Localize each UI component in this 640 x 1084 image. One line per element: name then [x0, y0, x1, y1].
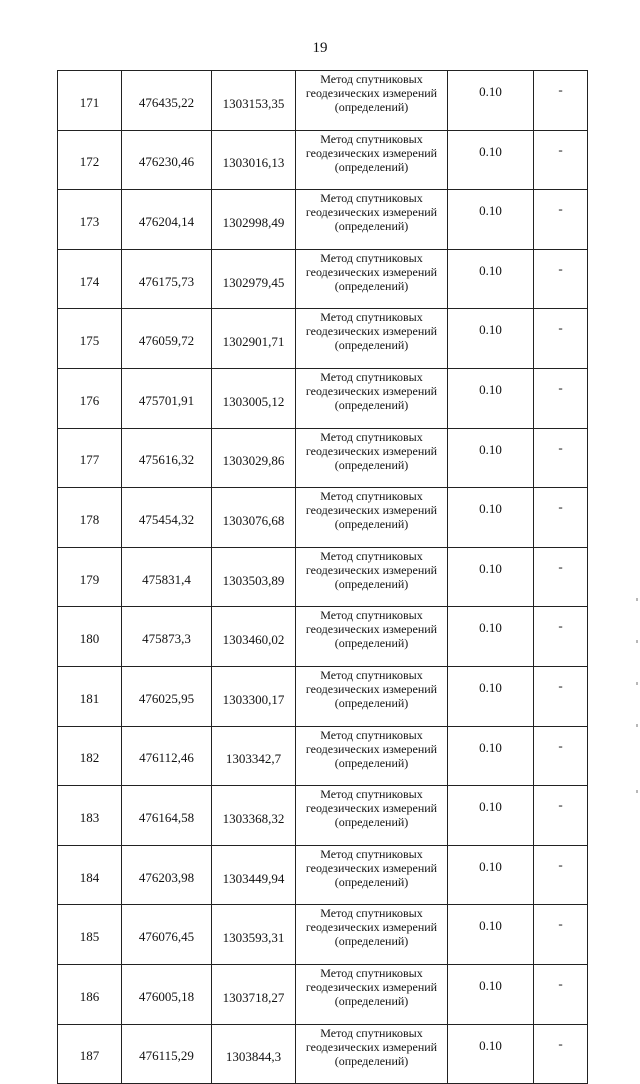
coordinate-y-cell: 1303153,35	[212, 71, 296, 131]
accuracy-cell: 0.10	[448, 964, 534, 1024]
coordinate-x-cell: 475454,32	[122, 488, 212, 548]
coordinate-y-cell: 1303342,7	[212, 726, 296, 786]
point-number-cell: 187	[58, 1024, 122, 1084]
note-cell: -	[534, 964, 588, 1024]
point-number-cell: 177	[58, 428, 122, 488]
coordinate-y-cell: 1303300,17	[212, 666, 296, 726]
coordinate-x-cell: 476115,29	[122, 1024, 212, 1084]
method-cell: Метод спутниковых геодезических измерений (определений)	[296, 428, 448, 488]
note-cell: -	[534, 249, 588, 309]
point-number-cell: 174	[58, 249, 122, 309]
accuracy-cell: 0.10	[448, 368, 534, 428]
point-number-cell: 173	[58, 190, 122, 250]
note-cell: -	[534, 845, 588, 905]
note-cell: -	[534, 309, 588, 369]
table-row	[58, 666, 588, 726]
coordinate-y-cell: 1303076,68	[212, 488, 296, 548]
method-cell: Метод спутниковых геодезических измерений (определений)	[296, 488, 448, 548]
coordinate-x-cell: 476112,46	[122, 726, 212, 786]
coordinate-y-cell: 1302901,71	[212, 309, 296, 369]
method-cell: Метод спутниковых геодезических измерений (определений)	[296, 964, 448, 1024]
point-number-cell: 182	[58, 726, 122, 786]
note-cell: -	[534, 607, 588, 667]
accuracy-cell: 0.10	[448, 905, 534, 965]
table-row	[58, 71, 588, 131]
note-cell: -	[534, 547, 588, 607]
coordinate-x-cell: 476164,58	[122, 786, 212, 846]
method-cell: Метод спутниковых геодезических измерений (определений)	[296, 368, 448, 428]
point-number-cell: 172	[58, 130, 122, 190]
table-row	[58, 309, 588, 369]
note-cell: -	[534, 428, 588, 488]
table-row	[58, 905, 588, 965]
note-cell: -	[534, 488, 588, 548]
scan-artifact	[636, 598, 638, 601]
accuracy-cell: 0.10	[448, 309, 534, 369]
table-row	[58, 607, 588, 667]
point-number-cell: 185	[58, 905, 122, 965]
coordinates-table	[57, 70, 588, 1084]
accuracy-cell: 0.10	[448, 786, 534, 846]
coordinate-x-cell: 475873,3	[122, 607, 212, 667]
coordinate-x-cell: 475701,91	[122, 368, 212, 428]
table-row	[58, 1024, 588, 1084]
table-row	[58, 190, 588, 250]
coordinate-x-cell: 476059,72	[122, 309, 212, 369]
accuracy-cell: 0.10	[448, 428, 534, 488]
table-row	[58, 786, 588, 846]
note-cell: -	[534, 71, 588, 131]
note-cell: -	[534, 666, 588, 726]
method-cell: Метод спутниковых геодезических измерений (определений)	[296, 666, 448, 726]
table-row	[58, 249, 588, 309]
point-number-cell: 179	[58, 547, 122, 607]
coordinate-y-cell: 1303005,12	[212, 368, 296, 428]
coordinate-x-cell: 476203,98	[122, 845, 212, 905]
coordinate-x-cell: 476076,45	[122, 905, 212, 965]
coordinate-y-cell: 1303368,32	[212, 786, 296, 846]
coordinate-y-cell: 1303718,27	[212, 964, 296, 1024]
method-cell: Метод спутниковых геодезических измерений (определений)	[296, 607, 448, 667]
scan-artifact	[636, 724, 638, 727]
table-row	[58, 726, 588, 786]
note-cell: -	[534, 726, 588, 786]
coordinate-y-cell: 1303844,3	[212, 1024, 296, 1084]
table-row	[58, 964, 588, 1024]
coordinate-x-cell: 476230,46	[122, 130, 212, 190]
point-number-cell: 180	[58, 607, 122, 667]
accuracy-cell: 0.10	[448, 130, 534, 190]
point-number-cell: 171	[58, 71, 122, 131]
coordinate-x-cell: 476435,22	[122, 71, 212, 131]
table-row	[58, 488, 588, 548]
page-number: 19	[312, 40, 328, 56]
accuracy-cell: 0.10	[448, 547, 534, 607]
coordinate-y-cell: 1303016,13	[212, 130, 296, 190]
coordinate-y-cell: 1302979,45	[212, 249, 296, 309]
point-number-cell: 178	[58, 488, 122, 548]
table-row	[58, 368, 588, 428]
coordinate-x-cell: 476204,14	[122, 190, 212, 250]
point-number-cell: 175	[58, 309, 122, 369]
coordinate-y-cell: 1303593,31	[212, 905, 296, 965]
scan-artifact	[636, 640, 638, 643]
accuracy-cell: 0.10	[448, 726, 534, 786]
table-row	[58, 130, 588, 190]
note-cell: -	[534, 786, 588, 846]
coordinate-y-cell: 1303029,86	[212, 428, 296, 488]
accuracy-cell: 0.10	[448, 488, 534, 548]
coordinate-x-cell: 476025,95	[122, 666, 212, 726]
coordinate-y-cell: 1303449,94	[212, 845, 296, 905]
note-cell: -	[534, 368, 588, 428]
note-cell: -	[534, 905, 588, 965]
point-number-cell: 183	[58, 786, 122, 846]
accuracy-cell: 0.10	[448, 249, 534, 309]
table-row	[58, 845, 588, 905]
note-cell: -	[534, 190, 588, 250]
note-cell: -	[534, 1024, 588, 1084]
note-cell: -	[534, 130, 588, 190]
accuracy-cell: 0.10	[448, 845, 534, 905]
point-number-cell: 184	[58, 845, 122, 905]
method-cell: Метод спутниковых геодезических измерений (определений)	[296, 71, 448, 131]
method-cell: Метод спутниковых геодезических измерений (определений)	[296, 249, 448, 309]
coordinate-x-cell: 475831,4	[122, 547, 212, 607]
coordinates-table-body	[58, 71, 588, 1084]
point-number-cell: 176	[58, 368, 122, 428]
method-cell: Метод спутниковых геодезических измерений (определений)	[296, 1024, 448, 1084]
accuracy-cell: 0.10	[448, 190, 534, 250]
coordinate-x-cell: 475616,32	[122, 428, 212, 488]
point-number-cell: 181	[58, 666, 122, 726]
coordinate-y-cell: 1303460,02	[212, 607, 296, 667]
method-cell: Метод спутниковых геодезических измерений (определений)	[296, 547, 448, 607]
table-row	[58, 547, 588, 607]
table-row	[58, 428, 588, 488]
method-cell: Метод спутниковых геодезических измерений (определений)	[296, 726, 448, 786]
scan-artifact	[636, 682, 638, 685]
accuracy-cell: 0.10	[448, 607, 534, 667]
point-number-cell: 186	[58, 964, 122, 1024]
coordinate-x-cell: 476175,73	[122, 249, 212, 309]
accuracy-cell: 0.10	[448, 666, 534, 726]
coordinate-y-cell: 1303503,89	[212, 547, 296, 607]
method-cell: Метод спутниковых геодезических измерений (определений)	[296, 905, 448, 965]
coordinate-y-cell: 1302998,49	[212, 190, 296, 250]
method-cell: Метод спутниковых геодезических измерений (определений)	[296, 786, 448, 846]
method-cell: Метод спутниковых геодезических измерений (определений)	[296, 190, 448, 250]
scan-artifact	[636, 790, 638, 793]
accuracy-cell: 0.10	[448, 1024, 534, 1084]
accuracy-cell: 0.10	[448, 71, 534, 131]
method-cell: Метод спутниковых геодезических измерений (определений)	[296, 309, 448, 369]
method-cell: Метод спутниковых геодезических измерений (определений)	[296, 130, 448, 190]
method-cell: Метод спутниковых геодезических измерений (определений)	[296, 845, 448, 905]
coordinate-x-cell: 476005,18	[122, 964, 212, 1024]
